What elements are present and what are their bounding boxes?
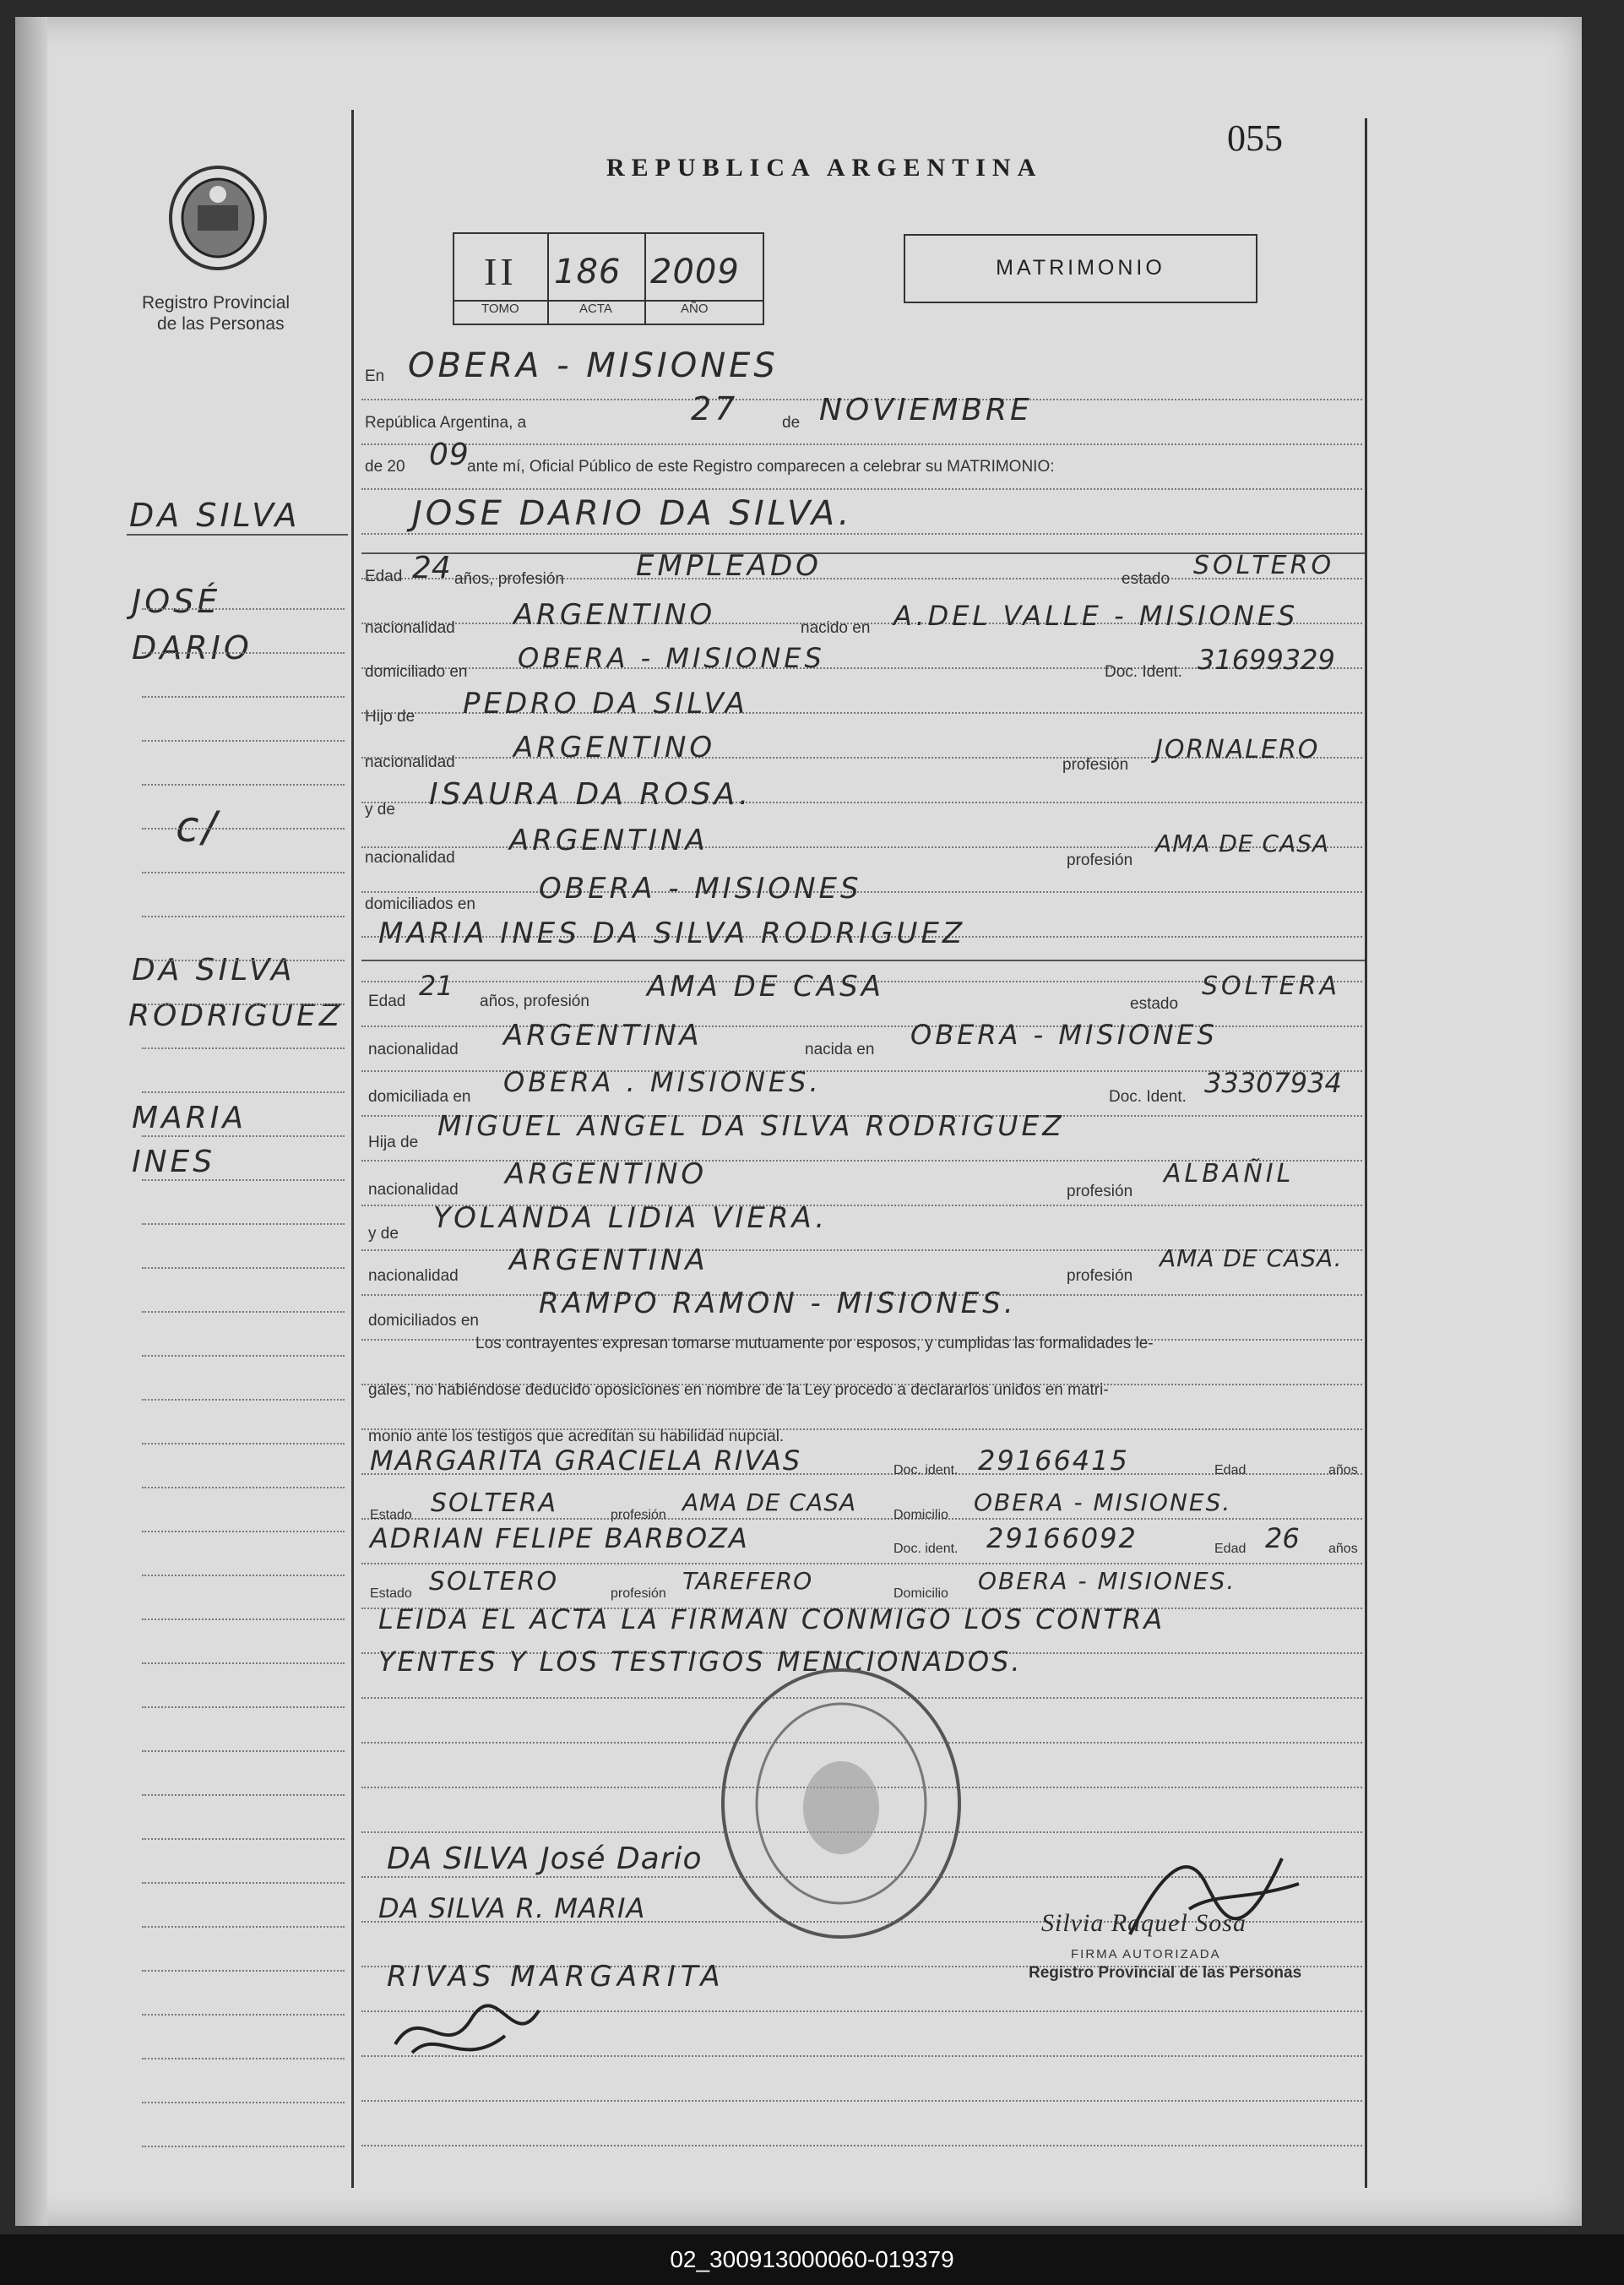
label-yde-1: y de <box>365 801 395 819</box>
authorized-signature-label: FIRMA AUTORIZADA <box>1071 1947 1221 1961</box>
acta-day: 27 <box>691 390 739 427</box>
label-de20: de 20 <box>365 458 405 476</box>
document-type-label: MATRIMONIO <box>996 256 1165 280</box>
margin-rule <box>127 534 348 536</box>
right-border-line <box>1365 118 1367 2188</box>
book-spine <box>15 17 47 2226</box>
label-profesion-1: profesión <box>1062 756 1129 774</box>
ruled-line <box>142 696 345 698</box>
label-nacida-en: nacida en <box>805 1041 875 1058</box>
ruled-line <box>142 784 345 786</box>
label-domicilio-w2: Domicilio <box>893 1586 948 1601</box>
bride-age: 21 <box>419 970 454 1002</box>
witness1-profession: AMA DE CASA <box>682 1488 857 1516</box>
ruled-line <box>142 1267 345 1269</box>
label-nacionalidad-1: nacionalidad <box>365 619 455 637</box>
label-hijo: Hijo de <box>365 708 416 726</box>
ruled-line <box>142 1794 345 1796</box>
label-domicilio-w1: Domicilio <box>893 1508 948 1522</box>
margin-surname-1: DA SILVA <box>129 497 301 534</box>
bride-mother: YOLANDA LIDIA VIERA. <box>433 1201 828 1235</box>
ruled-line <box>142 1135 345 1137</box>
witness1-address: OBERA - MISIONES. <box>974 1488 1232 1516</box>
witness2-address: OBERA - MISIONES. <box>978 1567 1236 1595</box>
ruled-line <box>142 1882 345 1884</box>
label-nacionalidad-4: nacionalidad <box>368 1041 459 1058</box>
groom-civil-status: SOLTERO <box>1193 551 1335 580</box>
groom-address: OBERA - MISIONES <box>518 642 825 674</box>
bride-birthplace: OBERA - MISIONES <box>910 1019 1218 1051</box>
authorized-registry-label: Registro Provincial de las Personas <box>1029 1964 1302 1982</box>
label-nacionalidad-5: nacionalidad <box>368 1181 459 1199</box>
ruled-line <box>142 2014 345 2016</box>
label-edad-1: Edad <box>365 568 403 585</box>
groom-name: JOSE DARIO DA SILVA. <box>412 494 853 533</box>
label-edad-w2: Edad <box>1214 1542 1247 1556</box>
label-profesion-4: profesión <box>1067 1267 1133 1285</box>
margin-name-2b: INES <box>132 1145 216 1179</box>
label-profesion-w2: profesión <box>611 1586 666 1601</box>
margin-surname-2a: DA SILVA <box>132 953 296 987</box>
bride-mother-profession: AMA DE CASA. <box>1160 1244 1343 1272</box>
bride-name: MARIA INES DA SILVA RODRIGUEZ <box>378 917 966 950</box>
groom-father-nationality: ARGENTINO <box>513 731 716 764</box>
folio-number: 055 <box>1227 117 1283 159</box>
margin-name-1a: JOSÉ <box>132 583 221 620</box>
label-domiciliados-1: domiciliados en <box>365 895 475 913</box>
label-anos-prof-2: años, profesión <box>480 993 589 1010</box>
ruled-line <box>142 1750 345 1752</box>
margin-line <box>351 110 354 2188</box>
label-profesion-3: profesión <box>1067 1183 1133 1200</box>
ano-label: AÑO <box>681 302 709 316</box>
registry-label-2: de las Personas <box>157 314 285 334</box>
margin-surname-2b: RODRIGUEZ <box>128 998 344 1033</box>
ruled-line <box>142 1575 345 1576</box>
closing-line-2: YENTES Y LOS TESTIGOS MENCIONADOS. <box>378 1646 1023 1678</box>
acta-year: 09 <box>429 438 470 472</box>
ruled-line <box>142 1926 345 1928</box>
ruled-line <box>361 2145 1362 2146</box>
label-nacionalidad-2: nacionalidad <box>365 754 455 771</box>
ruled-line <box>142 916 345 917</box>
witness1-status: SOLTERA <box>431 1488 557 1518</box>
official-signature-name: Silvia Raquel Sosa <box>1041 1909 1247 1937</box>
label-estado-w1: Estado <box>370 1508 412 1522</box>
bride-father: MIGUEL ANGEL DA SILVA RODRIGUEZ <box>437 1109 1065 1142</box>
witness2-name: ADRIAN FELIPE BARBOZA <box>370 1522 749 1554</box>
ruled-line <box>142 2058 345 2059</box>
margin-name-2a: MARIA <box>132 1101 247 1135</box>
acta-place: OBERA - MISIONES <box>408 346 779 385</box>
bride-mother-nationality: ARGENTINA <box>509 1243 709 1277</box>
witness2-doc: 29166092 <box>986 1522 1138 1554</box>
ruled-line <box>142 740 345 742</box>
bride-doc-number: 33307934 <box>1204 1067 1342 1099</box>
ruled-line <box>361 533 1362 535</box>
groom-father-profession: JORNALERO <box>1155 735 1320 764</box>
registry-label-1: Registro Provincial <box>142 293 291 313</box>
ruled-line <box>361 443 1362 445</box>
statement-line-2: gales, no habiéndose deducido oposiciones en nombre de la Ley procedo a declararlos unidos en matri- <box>368 1381 1109 1399</box>
label-doc-ident-w1: Doc. ident. <box>893 1463 959 1477</box>
statement-line-1: Los contrayentes expresan tomarse mutuamente por esposos, y cumplidas las formalidades le- <box>475 1335 1154 1352</box>
signature-bride: DA SILVA R. MARIA <box>378 1892 646 1924</box>
witness2-profession: TAREFERO <box>682 1567 813 1595</box>
ruled-line <box>142 1619 345 1620</box>
ruled-line <box>142 1706 345 1708</box>
label-domiciliados-2: domiciliados en <box>368 1312 479 1330</box>
bride-parents-address: RAMPO RAMON - MISIONES. <box>539 1287 1017 1320</box>
bride-father-nationality: ARGENTINO <box>505 1157 708 1191</box>
bride-profession: AMA DE CASA <box>647 970 884 1004</box>
label-edad-2: Edad <box>368 993 406 1010</box>
ano-value: 2009 <box>650 253 740 291</box>
tomo-value: II <box>484 250 517 293</box>
label-ante: ante mí, Oficial Público de este Registro comparecen a celebrar su MATRIMONIO: <box>467 458 1055 476</box>
groom-doc-number: 31699329 <box>1198 644 1335 676</box>
ruled-line <box>142 1399 345 1401</box>
official-signature-scribble-icon <box>1113 1833 1316 1960</box>
statement-line-3: monio ante los testigos que acreditan su habilidad nupcial. <box>368 1428 785 1445</box>
ruled-line <box>142 1662 345 1664</box>
bride-address: OBERA . MISIONES. <box>503 1066 822 1098</box>
signature-witness2-scribble-icon <box>387 1994 556 2070</box>
ruled-line <box>142 1179 345 1181</box>
label-anos-prof-1: años, profesión <box>454 570 564 588</box>
provincial-seal-icon <box>166 159 271 273</box>
label-estado-1: estado <box>1122 570 1170 588</box>
ruled-line <box>142 872 345 873</box>
ruled-line <box>142 2146 345 2147</box>
label-hija: Hija de <box>368 1134 419 1151</box>
ruled-line <box>142 2102 345 2103</box>
label-domiciliado: domiciliado en <box>365 663 468 681</box>
label-profesion-w1: profesión <box>611 1508 666 1522</box>
ruled-line <box>142 1838 345 1840</box>
label-profesion-2: profesión <box>1067 851 1133 869</box>
acta-month: NOVIEMBRE <box>819 393 1033 427</box>
label-nacionalidad-3: nacionalidad <box>365 849 455 867</box>
witness2-age: 26 <box>1265 1522 1300 1554</box>
ruled-line <box>142 1531 345 1532</box>
groom-parents-address: OBERA - MISIONES <box>539 872 862 906</box>
label-republica: República Argentina, a <box>365 414 527 432</box>
groom-father: PEDRO DA SILVA <box>463 687 748 721</box>
groom-birthplace: A.DEL VALLE - MISIONES <box>893 600 1299 632</box>
label-doc-ident-1: Doc. Ident. <box>1105 663 1182 681</box>
ruled-line <box>361 1563 1362 1564</box>
groom-mother-nationality: ARGENTINA <box>509 824 709 857</box>
tomo-label: TOMO <box>481 302 519 316</box>
ruled-line <box>142 608 345 610</box>
label-nacionalidad-6: nacionalidad <box>368 1267 459 1285</box>
groom-age: 24 <box>412 551 451 585</box>
ruled-line <box>142 1091 345 1093</box>
document-type-box <box>904 234 1257 303</box>
label-edad-w1: Edad <box>1214 1463 1247 1477</box>
margin-conjunction: c/ <box>176 802 220 851</box>
label-en: En <box>365 367 385 385</box>
label-nacido-en: nacido en <box>801 619 871 637</box>
label-estado-w2: Estado <box>370 1586 412 1601</box>
closing-line-1: LEIDA EL ACTA LA FIRMAN CONMIGO LOS CONTRA <box>378 1603 1165 1635</box>
image-id-footer: 02_300913000060-019379 <box>0 2234 1624 2285</box>
ruled-line <box>361 2100 1362 2102</box>
ruled-line <box>142 1443 345 1444</box>
official-stamp-icon <box>714 1664 968 1943</box>
ruled-line <box>361 1518 1362 1520</box>
label-estado-2: estado <box>1130 995 1179 1013</box>
groom-profession: EMPLEADO <box>636 549 822 583</box>
label-anos-w2: años <box>1328 1542 1358 1556</box>
witness1-doc: 29166415 <box>978 1444 1129 1477</box>
label-doc-ident-2: Doc. Ident. <box>1109 1088 1187 1106</box>
ruled-line <box>361 488 1362 490</box>
witness1-name: MARGARITA GRACIELA RIVAS <box>370 1444 802 1477</box>
ruled-line <box>142 1355 345 1357</box>
acta-value: 186 <box>554 253 622 291</box>
section-divider-2 <box>361 960 1365 961</box>
ruled-line <box>142 1970 345 1972</box>
ruled-line <box>142 1487 345 1488</box>
label-doc-ident-w2: Doc. ident. <box>893 1542 959 1556</box>
record-number-box <box>453 232 764 325</box>
label-domiciliada: domiciliada en <box>368 1088 471 1106</box>
bride-civil-status: SOLTERA <box>1202 971 1340 1001</box>
register-page <box>15 17 1582 2226</box>
margin-name-1b: DARIO <box>132 629 253 666</box>
ruled-line <box>142 828 345 830</box>
label-de: de <box>782 414 801 432</box>
signature-groom: DA SILVA José Dario <box>387 1842 703 1876</box>
ruled-line <box>142 1004 345 1005</box>
ruled-line <box>142 652 345 654</box>
ruled-line <box>142 1223 345 1225</box>
bride-nationality: ARGENTINA <box>503 1019 703 1053</box>
ruled-line <box>142 960 345 961</box>
witness2-status: SOLTERO <box>429 1567 559 1597</box>
ruled-line <box>142 1311 345 1313</box>
label-yde-2: y de <box>368 1225 399 1243</box>
signature-witness1: RIVAS MARGARITA <box>387 1960 725 1994</box>
groom-nationality: ARGENTINO <box>513 598 716 632</box>
country-title: REPUBLICA ARGENTINA <box>606 154 1043 182</box>
label-anos-w1: años <box>1328 1463 1358 1477</box>
groom-mother: ISAURA DA ROSA. <box>429 777 752 812</box>
groom-mother-profession: AMA DE CASA <box>1155 830 1330 857</box>
ruled-line <box>142 1047 345 1049</box>
bride-father-profession: ALBAÑIL <box>1164 1159 1295 1189</box>
acta-label: ACTA <box>579 302 612 316</box>
